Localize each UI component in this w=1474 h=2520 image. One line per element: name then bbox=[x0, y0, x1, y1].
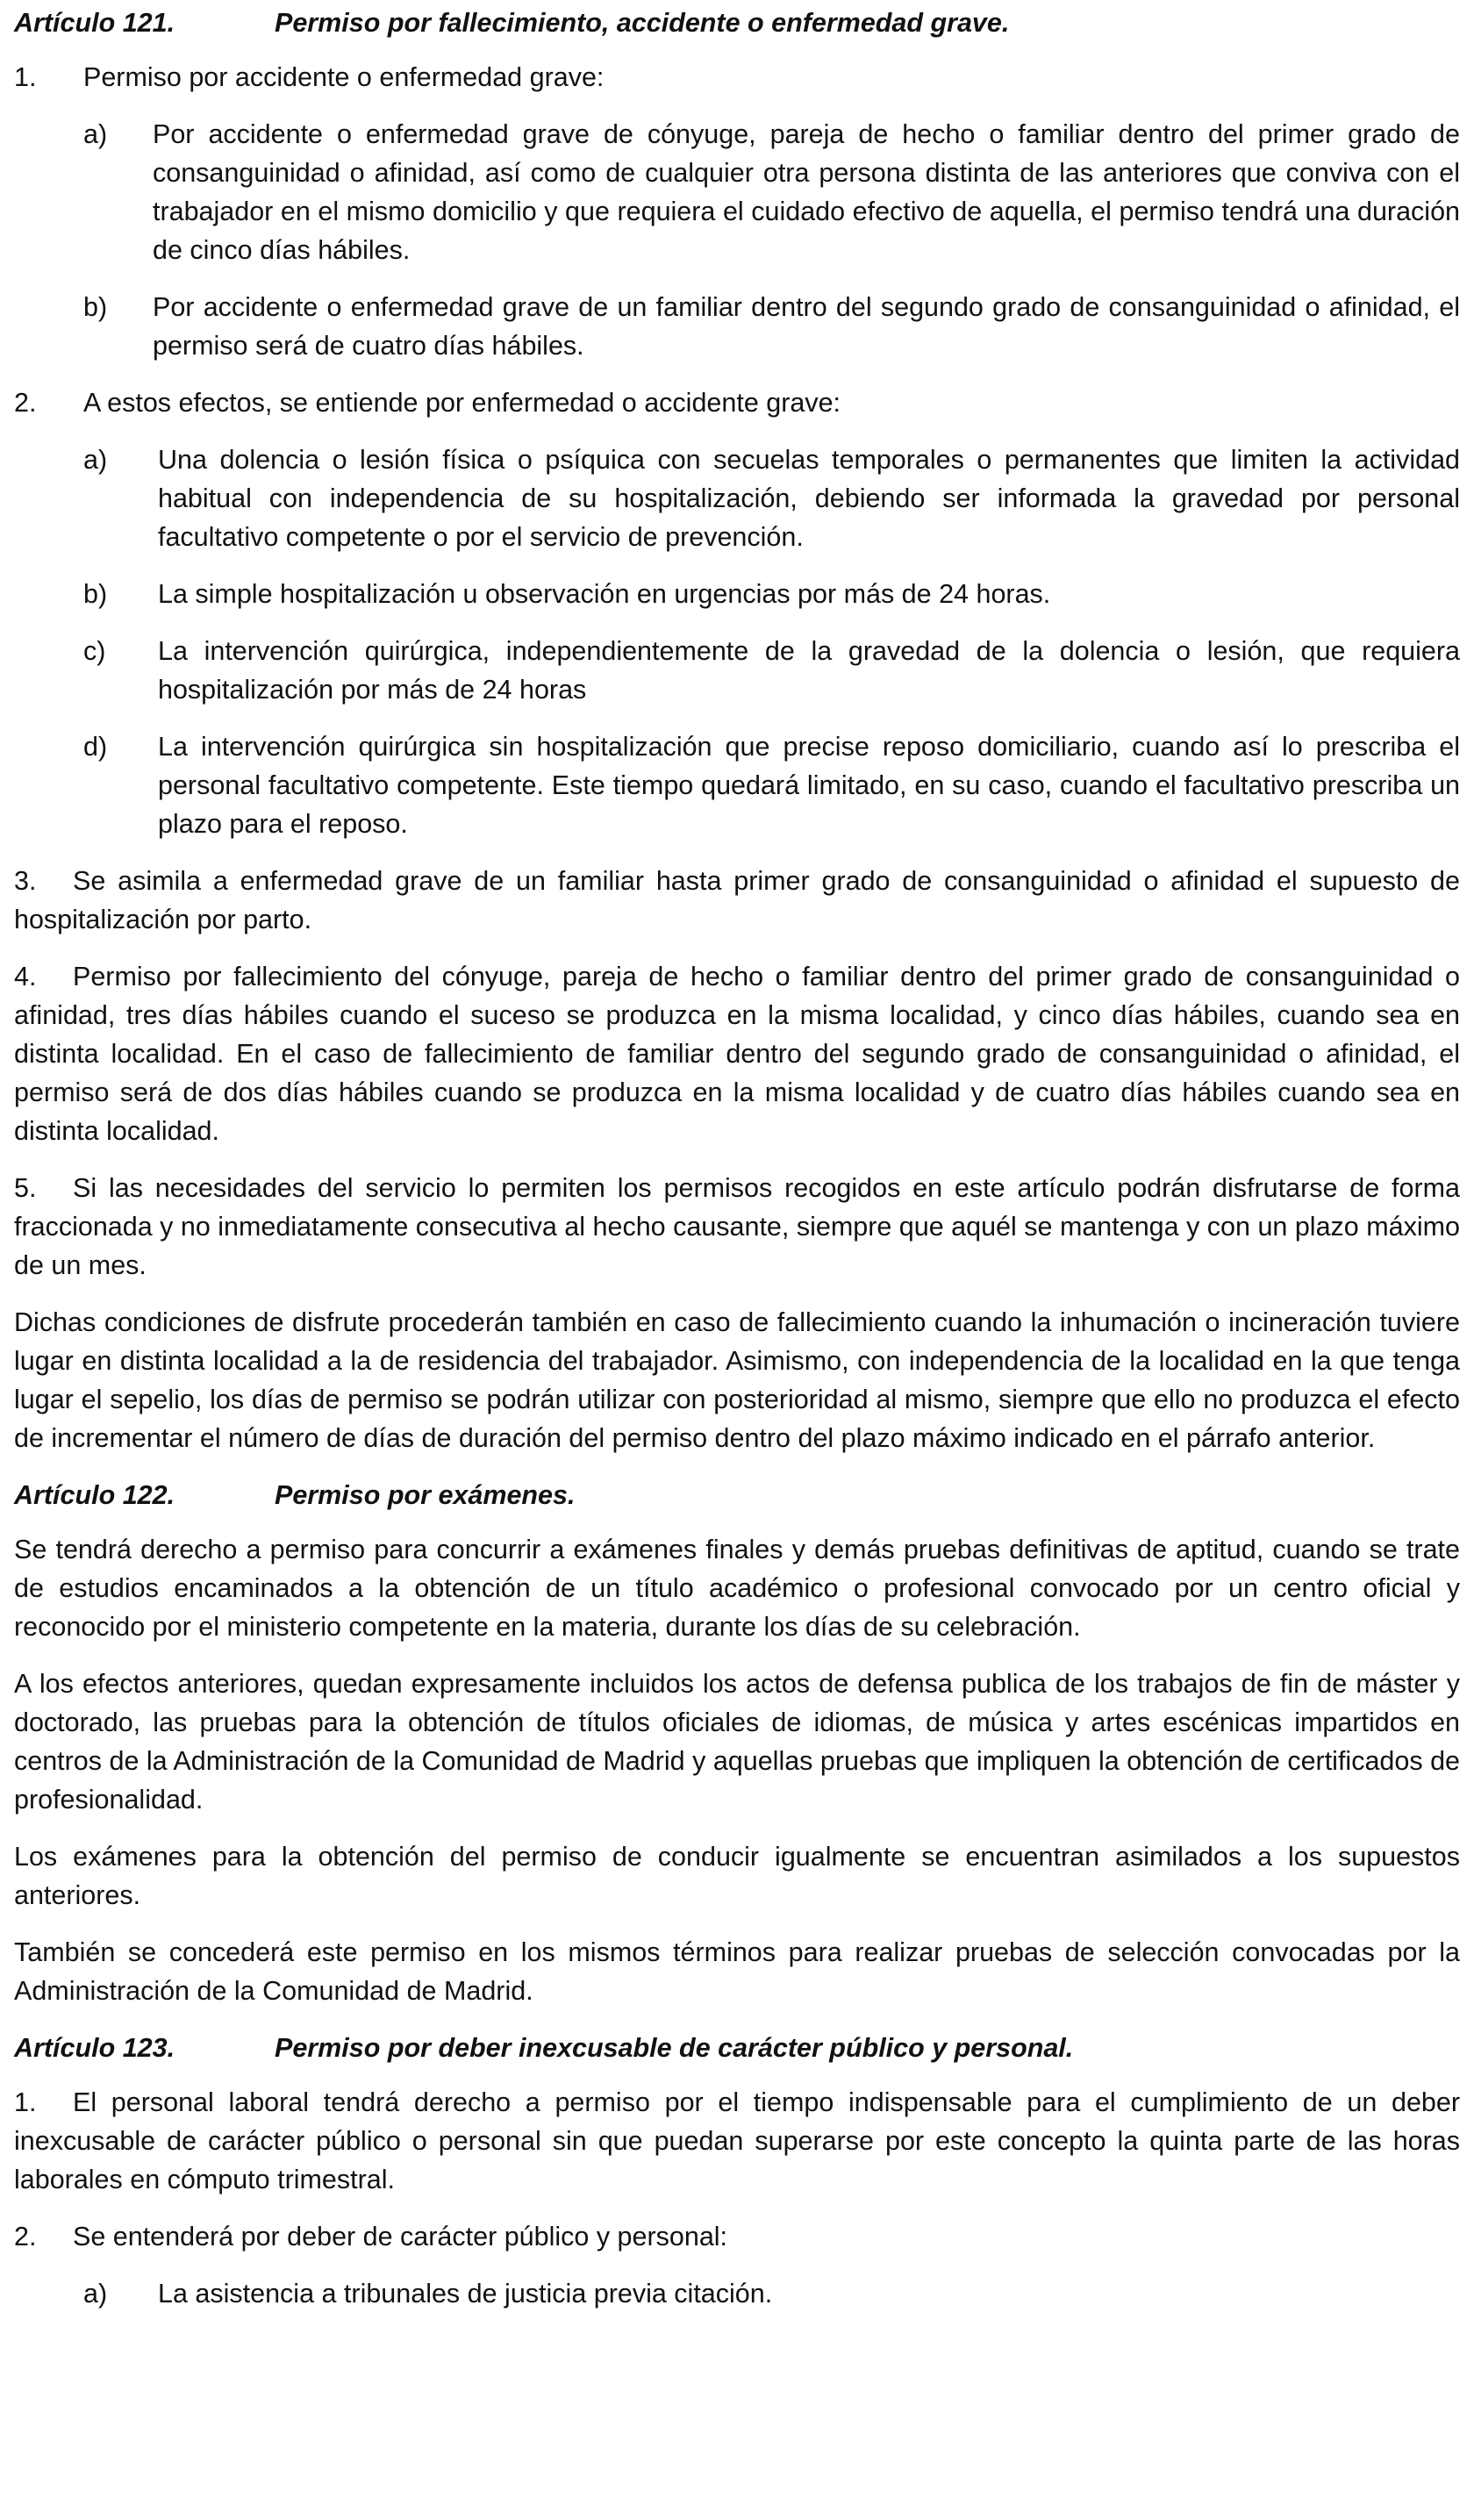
article-number: Artículo 123. bbox=[14, 2033, 175, 2063]
article-number: Artículo 122. bbox=[14, 1480, 175, 1510]
paragraph: A los efectos anteriores, quedan expresamente incluidos los actos de defensa publica de los trabajos de fin de máster y doctorado, las pruebas para la obtención de títulos oficiales de idiomas, de música y artes escénicas impartidos en centros de la Administración de la Comunidad de Madrid y aquellas pruebas que impliquen la obtención de certificados de profesionalidad. bbox=[14, 1669, 1460, 1815]
numbered-paragraph bbox=[14, 862, 1460, 939]
list-item bbox=[14, 727, 1460, 843]
item-text: La intervención quirúrgica, independientemente de la gravedad de la dolencia o lesión, que requiera hospitalización por más de 24 horas bbox=[158, 636, 1460, 705]
list-item bbox=[14, 2274, 1460, 2313]
list-item bbox=[14, 632, 1460, 709]
article-title: Permiso por fallecimiento, accidente o enfermedad grave. bbox=[275, 8, 1010, 38]
numbered-paragraph bbox=[14, 1169, 1460, 1285]
item-label: b) bbox=[83, 292, 108, 322]
paragraph-text: El personal laboral tendrá derecho a permiso por el tiempo indispensable para el cumplimiento de un deber inexcusable de carácter público o personal sin que puedan superarse por este concepto la quinta parte de las horas laborales en cómputo trimestral. bbox=[14, 2087, 1460, 2194]
paragraph-text: Se entenderá por deber de carácter público y personal: bbox=[73, 2222, 728, 2252]
paragraph: Se tendrá derecho a permiso para concurrir a exámenes finales y demás pruebas definitivas de aptitud, cuando se trate de estudios encaminados a la obtención de un título académico o profesional convocado por un centro oficial y reconocido por el ministerio competente en la materia, durante los días de su celebración. bbox=[14, 1535, 1460, 1642]
numbered-paragraph bbox=[14, 2083, 1460, 2199]
numbered-paragraph bbox=[14, 2217, 1460, 2256]
paragraph-text: Si las necesidades del servicio lo permiten los permisos recogidos en este artículo podrán disfrutarse de forma fraccionada y no inmediatamente consecutiva al hecho causante, siempre que aquél se mantenga y con un plazo máximo de un mes. bbox=[14, 1173, 1460, 1280]
article-heading bbox=[14, 2029, 1460, 2067]
paragraph-number: 1. bbox=[14, 2087, 37, 2117]
item-text: Por accidente o enfermedad grave de un familiar dentro del segundo grado de consanguinidad o afinidad, el permiso será de cuatro días hábiles. bbox=[153, 292, 1460, 361]
paragraph-text: Se asimila a enfermedad grave de un familiar hasta primer grado de consanguinidad o afinidad el supuesto de hospitalización por parto. bbox=[14, 866, 1460, 934]
item-label: c) bbox=[83, 636, 106, 666]
paragraph-number: 2. bbox=[14, 2222, 37, 2252]
item-text: Una dolencia o lesión física o psíquica con secuelas temporales o permanentes que limiten la actividad habitual con independencia de su hospitalización, debiendo ser informada la gravedad por personal facultativo competente o por el servicio de prevención. bbox=[158, 445, 1460, 552]
item-text: La simple hospitalización u observación en urgencias por más de 24 horas. bbox=[158, 579, 1051, 609]
paragraph-number: 2. bbox=[14, 388, 37, 418]
paragraph-number: 4. bbox=[14, 962, 37, 992]
article-title: Permiso por deber inexcusable de carácter público y personal. bbox=[275, 2033, 1074, 2063]
article-heading bbox=[14, 4, 1460, 42]
paragraph: También se concederá este permiso en los mismos términos para realizar pruebas de selección convocadas por la Administración de la Comunidad de Madrid. bbox=[14, 1937, 1460, 2006]
numbered-paragraph bbox=[14, 383, 1460, 422]
list-item bbox=[14, 440, 1460, 556]
list-item bbox=[14, 115, 1460, 269]
paragraph-text: Permiso por fallecimiento del cónyuge, pareja de hecho o familiar dentro del primer grado de consanguinidad o afinidad, tres días hábiles cuando el suceso se produzca en la misma localidad, y cinco días hábiles, cuando sea en distinta localidad. En el caso de fallecimiento de familiar dentro del segundo grado de consanguinidad o afinidad, el permiso será de dos días hábiles cuando se produzca en la misma localidad y de cuatro días hábiles cuando sea en distinta localidad. bbox=[14, 962, 1460, 1146]
item-text: La intervención quirúrgica sin hospitalización que precise reposo domiciliario, cuando así lo prescriba el personal facultativo competente. Este tiempo quedará limitado, en su caso, cuando el facultativo prescriba un plazo para el reposo. bbox=[158, 732, 1460, 839]
item-text: Por accidente o enfermedad grave de cónyuge, pareja de hecho o familiar dentro del primer grado de consanguinidad o afinidad, así como de cualquier otra persona distinta de las anteriores que conviva con el trabajador en el mismo domicilio y que requiera el cuidado efectivo de aquella, el permiso tendrá una duración de cinco días hábiles. bbox=[153, 119, 1460, 265]
item-label: a) bbox=[83, 445, 108, 475]
paragraph-text: A estos efectos, se entiende por enfermedad o accidente grave: bbox=[83, 388, 841, 418]
article-title: Permiso por exámenes. bbox=[275, 1480, 576, 1510]
numbered-paragraph bbox=[14, 957, 1460, 1150]
numbered-paragraph bbox=[14, 58, 1460, 97]
item-label: a) bbox=[83, 2279, 108, 2309]
list-item bbox=[14, 575, 1460, 613]
item-label: a) bbox=[83, 119, 108, 149]
item-label: b) bbox=[83, 579, 108, 609]
paragraph-number: 3. bbox=[14, 866, 37, 896]
article-number: Artículo 121. bbox=[14, 8, 175, 38]
item-label: d) bbox=[83, 732, 108, 762]
paragraph: Los exámenes para la obtención del permiso de conducir igualmente se encuentran asimilados a los supuestos anteriores. bbox=[14, 1842, 1460, 1910]
paragraph-number: 1. bbox=[14, 62, 37, 92]
paragraph-number: 5. bbox=[14, 1173, 37, 1203]
article-heading bbox=[14, 1476, 1460, 1514]
list-item bbox=[14, 288, 1460, 365]
paragraph-text: Permiso por accidente o enfermedad grave: bbox=[83, 62, 605, 92]
paragraph: Dichas condiciones de disfrute procederán también en caso de fallecimiento cuando la inhumación o incineración tuviere lugar en distinta localidad a la de residencia del trabajador. Asimismo, con independencia de la localidad en la que tenga lugar el sepelio, los días de permiso se podrán utilizar con posterioridad al mismo, siempre que ello no produzca el efecto de incrementar el número de días de duración del permiso dentro del plazo máximo indicado en el párrafo anterior. bbox=[14, 1307, 1460, 1453]
item-text: La asistencia a tribunales de justicia previa citación. bbox=[158, 2279, 773, 2309]
